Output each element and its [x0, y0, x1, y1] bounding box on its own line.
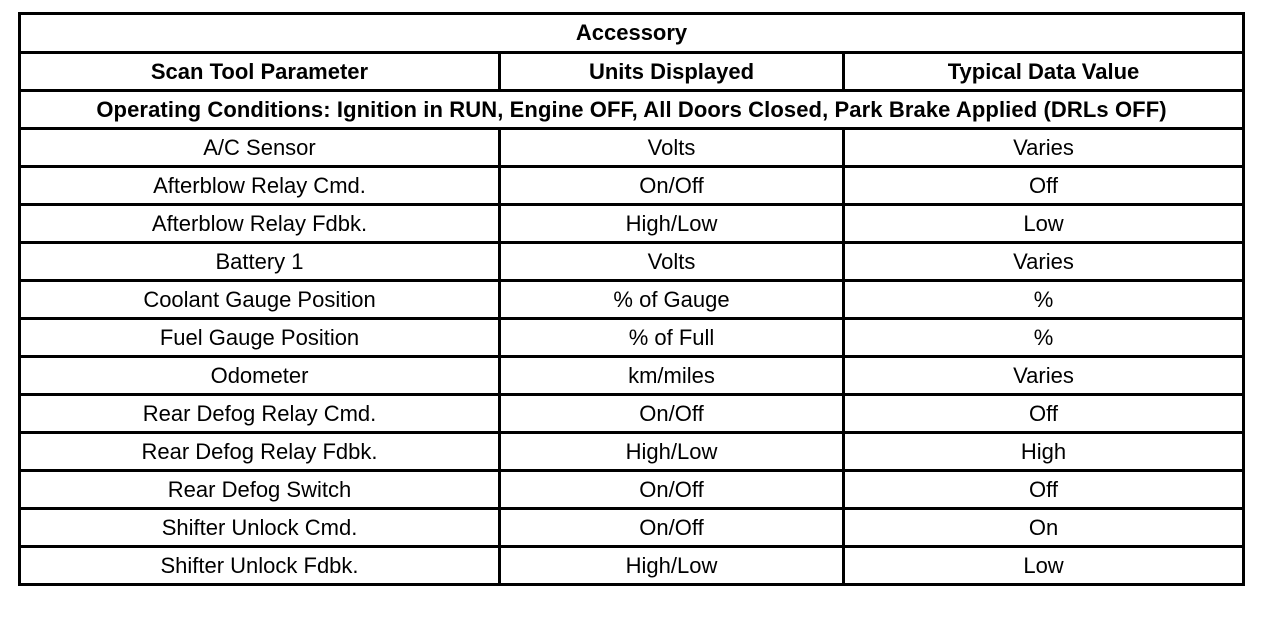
units-cell: % of Gauge [500, 281, 844, 319]
parameter-cell: Shifter Unlock Fdbk. [20, 547, 500, 585]
table-header-row [20, 53, 1244, 91]
table-row [20, 395, 1244, 433]
table-row [20, 167, 1244, 205]
typical-value-cell: On [844, 509, 1244, 547]
units-cell: Volts [500, 243, 844, 281]
accessory-data-table [18, 12, 1245, 586]
parameter-cell: Afterblow Relay Cmd. [20, 167, 500, 205]
parameter-cell: Rear Defog Relay Fdbk. [20, 433, 500, 471]
table-row [20, 281, 1244, 319]
typical-value-cell: Off [844, 395, 1244, 433]
document-sheet [18, 12, 1242, 586]
table-row [20, 357, 1244, 395]
parameter-cell: Shifter Unlock Cmd. [20, 509, 500, 547]
units-cell: On/Off [500, 471, 844, 509]
typical-value-cell: Varies [844, 129, 1244, 167]
table-row [20, 509, 1244, 547]
typical-value-cell: % [844, 281, 1244, 319]
operating-conditions: Operating Conditions: Ignition in RUN, Engine OFF, All Doors Closed, Park Brake Applied (DRLs OFF) [20, 91, 1244, 129]
parameter-cell: A/C Sensor [20, 129, 500, 167]
units-cell: km/miles [500, 357, 844, 395]
typical-value-cell: High [844, 433, 1244, 471]
table-row [20, 319, 1244, 357]
units-cell: On/Off [500, 395, 844, 433]
typical-value-cell: % [844, 319, 1244, 357]
table-row [20, 205, 1244, 243]
operating-conditions-row [20, 91, 1244, 129]
parameter-cell: Fuel Gauge Position [20, 319, 500, 357]
parameter-cell: Rear Defog Relay Cmd. [20, 395, 500, 433]
table-row [20, 471, 1244, 509]
table-row [20, 547, 1244, 585]
typical-value-cell: Off [844, 471, 1244, 509]
parameter-cell: Coolant Gauge Position [20, 281, 500, 319]
typical-value-cell: Off [844, 167, 1244, 205]
table-title-row [20, 14, 1244, 53]
units-cell: On/Off [500, 167, 844, 205]
typical-value-cell: Varies [844, 243, 1244, 281]
parameter-cell: Rear Defog Switch [20, 471, 500, 509]
typical-value-cell: Low [844, 205, 1244, 243]
parameter-cell: Battery 1 [20, 243, 500, 281]
units-cell: High/Low [500, 433, 844, 471]
table-row [20, 243, 1244, 281]
column-header-parameter: Scan Tool Parameter [20, 53, 500, 91]
units-cell: On/Off [500, 509, 844, 547]
units-cell: Volts [500, 129, 844, 167]
table-row [20, 433, 1244, 471]
column-header-units: Units Displayed [500, 53, 844, 91]
table-title: Accessory [20, 14, 1244, 53]
parameter-cell: Odometer [20, 357, 500, 395]
table-row [20, 129, 1244, 167]
units-cell: % of Full [500, 319, 844, 357]
parameter-cell: Afterblow Relay Fdbk. [20, 205, 500, 243]
typical-value-cell: Varies [844, 357, 1244, 395]
units-cell: High/Low [500, 205, 844, 243]
units-cell: High/Low [500, 547, 844, 585]
column-header-typical-value: Typical Data Value [844, 53, 1244, 91]
typical-value-cell: Low [844, 547, 1244, 585]
